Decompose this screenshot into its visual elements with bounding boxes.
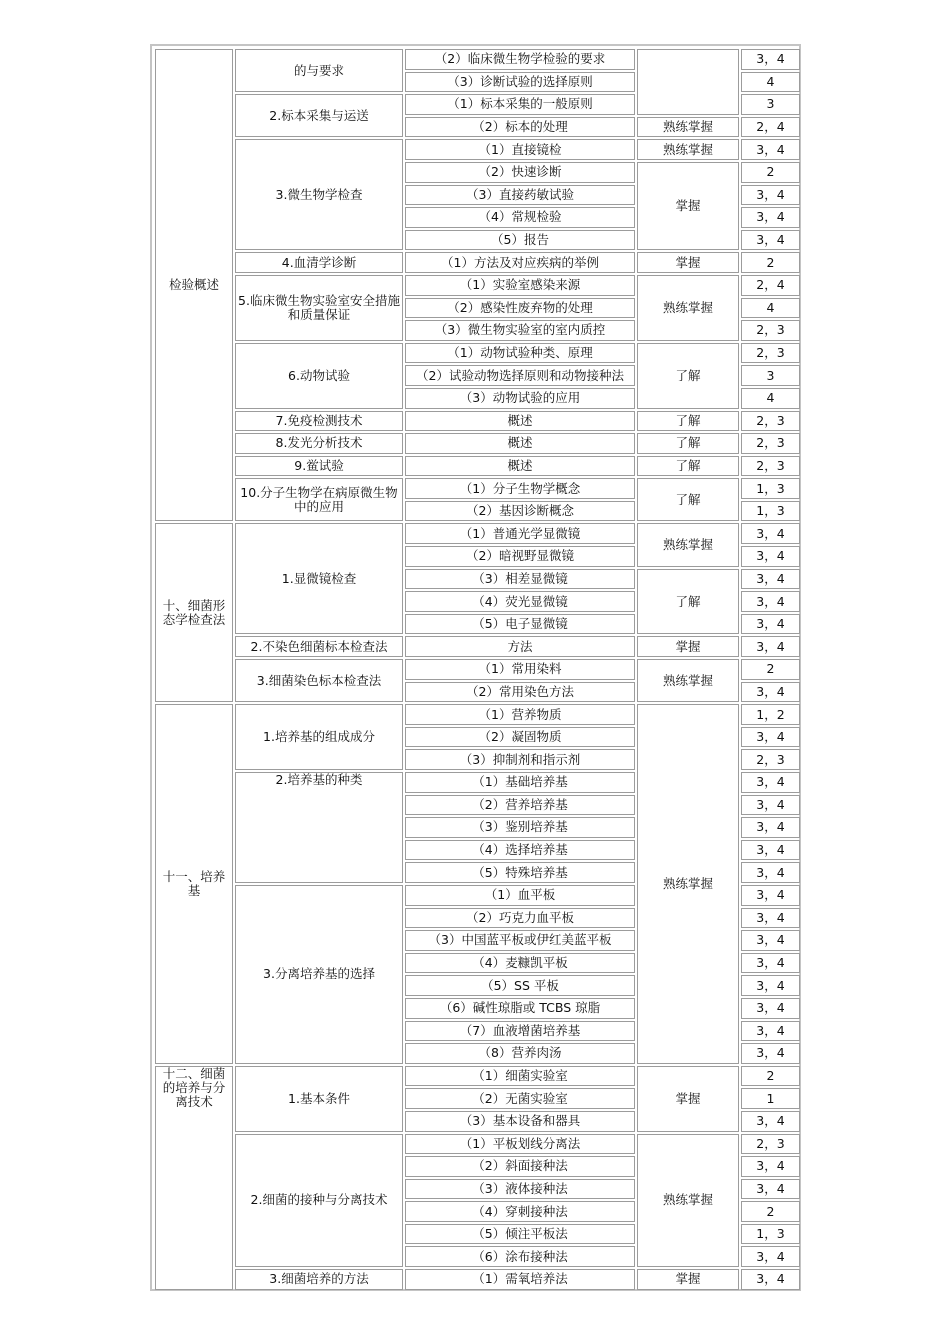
table-cell: 3，4 bbox=[741, 953, 800, 974]
table-cell: 3，4 bbox=[741, 1021, 800, 1042]
table-cell: 熟练掌握 bbox=[637, 1134, 739, 1268]
table-cell: （1）血平板 bbox=[405, 885, 635, 906]
syllabus-table bbox=[153, 47, 802, 1292]
table-cell: （3）诊断试验的选择原则 bbox=[405, 72, 635, 93]
table-cell: 掌握 bbox=[637, 636, 739, 657]
table-row bbox=[155, 478, 800, 499]
table-cell: （4）穿刺接种法 bbox=[405, 1201, 635, 1222]
table-cell: 掌握 bbox=[637, 162, 739, 250]
table-cell: （1）直接镜检 bbox=[405, 139, 635, 160]
table-row bbox=[155, 456, 800, 477]
table-cell: 3，4 bbox=[741, 772, 800, 793]
table-cell: （4）常规检验 bbox=[405, 207, 635, 228]
table-cell: 3，4 bbox=[741, 975, 800, 996]
table-cell: 熟练掌握 bbox=[637, 139, 739, 160]
table-cell: 熟练掌握 bbox=[637, 523, 739, 566]
table-row bbox=[155, 704, 800, 725]
table-cell: 9.鲎试验 bbox=[235, 456, 403, 477]
table-cell: （2）快速诊断 bbox=[405, 162, 635, 183]
table-row bbox=[155, 1134, 800, 1155]
table-cell: 3，4 bbox=[741, 546, 800, 567]
table-cell: 1，3 bbox=[741, 501, 800, 522]
table-cell: 了解 bbox=[637, 569, 739, 635]
table-cell: （2）斜面接种法 bbox=[405, 1156, 635, 1177]
table-cell: 方法 bbox=[405, 636, 635, 657]
table-cell: 4.血清学诊断 bbox=[235, 252, 403, 273]
table-cell: 3，4 bbox=[741, 885, 800, 906]
table-cell: （2）巧克力血平板 bbox=[405, 908, 635, 929]
table-cell: 3，4 bbox=[741, 139, 800, 160]
table-cell: 4 bbox=[741, 72, 800, 93]
table-cell: 3 bbox=[741, 365, 800, 386]
table-row bbox=[155, 1269, 800, 1290]
table-cell: 2.标本采集与运送 bbox=[235, 94, 403, 137]
table-cell: （4）麦糠凯平板 bbox=[405, 953, 635, 974]
table-cell: 2，3 bbox=[741, 433, 800, 454]
table-cell: 3.分离培养基的选择 bbox=[235, 885, 403, 1064]
table-cell: 2，3 bbox=[741, 320, 800, 341]
table-row bbox=[155, 636, 800, 657]
table-cell: 3，4 bbox=[741, 682, 800, 703]
table-cell: 概述 bbox=[405, 411, 635, 432]
table-cell: 2，3 bbox=[741, 456, 800, 477]
table-cell: 3，4 bbox=[741, 207, 800, 228]
table-cell: （3）基本设备和器具 bbox=[405, 1111, 635, 1132]
table-cell: 3，4 bbox=[741, 523, 800, 544]
table-cell: 2 bbox=[741, 252, 800, 273]
table-cell: （5）特殊培养基 bbox=[405, 862, 635, 883]
table-cell: 3 bbox=[741, 94, 800, 115]
table-cell: （2）基因诊断概念 bbox=[405, 501, 635, 522]
table-cell: 1，3 bbox=[741, 478, 800, 499]
table-cell: 3，4 bbox=[741, 636, 800, 657]
table-cell: 概述 bbox=[405, 456, 635, 477]
table-cell: 了解 bbox=[637, 456, 739, 477]
table-cell: 3，4 bbox=[741, 185, 800, 206]
table-cell: 1.培养基的组成成分 bbox=[235, 704, 403, 770]
table-cell: 2.不染色细菌标本检查法 bbox=[235, 636, 403, 657]
table-cell: 7.免疫检测技术 bbox=[235, 411, 403, 432]
table-cell: 8.发光分析技术 bbox=[235, 433, 403, 454]
table-cell: 5.临床微生物实验室安全措施和质量保证 bbox=[235, 275, 403, 341]
table-cell: （2）试验动物选择原则和动物接种法 bbox=[405, 365, 635, 386]
table-cell: （3）直接药敏试验 bbox=[405, 185, 635, 206]
table-cell: 3，4 bbox=[741, 1043, 800, 1064]
table-cell: 掌握 bbox=[637, 1269, 739, 1290]
table-cell: （8）营养肉汤 bbox=[405, 1043, 635, 1064]
table-cell: （1）分子生物学概念 bbox=[405, 478, 635, 499]
table-cell: 2，3 bbox=[741, 749, 800, 770]
table-cell: 3，4 bbox=[741, 1111, 800, 1132]
table-cell: 3，4 bbox=[741, 1246, 800, 1267]
table-cell: 十、细菌形态学检查法 bbox=[155, 523, 233, 702]
table-cell: （3）微生物实验室的室内质控 bbox=[405, 320, 635, 341]
table-cell: 3，4 bbox=[741, 727, 800, 748]
table-cell: （1）营养物质 bbox=[405, 704, 635, 725]
table-cell: （1）实验室感染来源 bbox=[405, 275, 635, 296]
table-cell bbox=[637, 49, 739, 115]
table-row bbox=[155, 343, 800, 364]
table-cell: （1）标本采集的一般原则 bbox=[405, 94, 635, 115]
table-cell: 1 bbox=[741, 1088, 800, 1109]
table-cell: （4）荧光显微镜 bbox=[405, 591, 635, 612]
table-cell: 2，4 bbox=[741, 275, 800, 296]
table-cell: 3，4 bbox=[741, 49, 800, 70]
table-row bbox=[155, 411, 800, 432]
table-cell: （5）SS 平板 bbox=[405, 975, 635, 996]
table-row bbox=[155, 433, 800, 454]
table-cell: 十二、细菌的培养与分离技术 bbox=[155, 1066, 233, 1290]
table-row bbox=[155, 659, 800, 680]
table-cell: 2 bbox=[741, 162, 800, 183]
table-cell: 3，4 bbox=[741, 795, 800, 816]
table-cell: 3，4 bbox=[741, 817, 800, 838]
table-cell: （3）鉴别培养基 bbox=[405, 817, 635, 838]
table-row bbox=[155, 252, 800, 273]
table-cell: （2）凝固物质 bbox=[405, 727, 635, 748]
table-cell: 2 bbox=[741, 1201, 800, 1222]
table-cell: 3，4 bbox=[741, 569, 800, 590]
table-row bbox=[155, 139, 800, 160]
table-cell: （2）营养培养基 bbox=[405, 795, 635, 816]
table-row bbox=[155, 275, 800, 296]
table-cell: 3，4 bbox=[741, 840, 800, 861]
syllabus-table-body bbox=[155, 49, 800, 1290]
table-cell: 了解 bbox=[637, 478, 739, 521]
table-row bbox=[155, 523, 800, 544]
table-cell: （2）常用染色方法 bbox=[405, 682, 635, 703]
table-cell: 了解 bbox=[637, 433, 739, 454]
table-cell: 2，3 bbox=[741, 343, 800, 364]
table-cell: 2.培养基的种类 bbox=[235, 772, 403, 883]
table-cell: 的与要求 bbox=[235, 49, 403, 92]
table-cell: 2 bbox=[741, 1066, 800, 1087]
table-cell: （6）涂布接种法 bbox=[405, 1246, 635, 1267]
table-cell: （3）抑制剂和指示剂 bbox=[405, 749, 635, 770]
table-cell: （2）无菌实验室 bbox=[405, 1088, 635, 1109]
table-cell: 3，4 bbox=[741, 1156, 800, 1177]
table-row bbox=[155, 1066, 800, 1087]
table-cell: 10.分子生物学在病原微生物中的应用 bbox=[235, 478, 403, 521]
table-cell: 熟练掌握 bbox=[637, 117, 739, 138]
table-cell: 1，3 bbox=[741, 1224, 800, 1245]
table-cell: 3，4 bbox=[741, 908, 800, 929]
table-cell: （2）临床微生物学检验的要求 bbox=[405, 49, 635, 70]
table-cell: 了解 bbox=[637, 411, 739, 432]
table-cell: 概述 bbox=[405, 433, 635, 454]
table-cell: （2）感染性废弃物的处理 bbox=[405, 298, 635, 319]
table-cell: 检验概述 bbox=[155, 49, 233, 521]
table-row bbox=[155, 49, 800, 70]
table-cell: 了解 bbox=[637, 343, 739, 409]
table-cell: （3）相差显微镜 bbox=[405, 569, 635, 590]
table-cell: 3，4 bbox=[741, 998, 800, 1019]
table-cell: 3，4 bbox=[741, 862, 800, 883]
table-cell: 4 bbox=[741, 388, 800, 409]
table-cell: 十一、培养基 bbox=[155, 704, 233, 1064]
table-cell: 熟练掌握 bbox=[637, 659, 739, 702]
table-cell: （1）需氧培养法 bbox=[405, 1269, 635, 1290]
table-cell: （1）方法及对应疾病的举例 bbox=[405, 252, 635, 273]
table-cell: （1）动物试验种类、原理 bbox=[405, 343, 635, 364]
table-cell: （5）报告 bbox=[405, 230, 635, 251]
table-cell: 3，4 bbox=[741, 230, 800, 251]
table-cell: 2.细菌的接种与分离技术 bbox=[235, 1134, 403, 1268]
table-cell: 熟练掌握 bbox=[637, 704, 739, 1064]
table-cell: 3.细菌染色标本检查法 bbox=[235, 659, 403, 702]
table-cell: 1，2 bbox=[741, 704, 800, 725]
table-cell: （5）电子显微镜 bbox=[405, 614, 635, 635]
table-cell: 掌握 bbox=[637, 252, 739, 273]
table-cell: （3）动物试验的应用 bbox=[405, 388, 635, 409]
table-cell: （1）平板划线分离法 bbox=[405, 1134, 635, 1155]
table-cell: 2，4 bbox=[741, 117, 800, 138]
table-cell: 3，4 bbox=[741, 591, 800, 612]
table-cell: （2）标本的处理 bbox=[405, 117, 635, 138]
table-cell: 2，3 bbox=[741, 1134, 800, 1155]
table-cell: 6.动物试验 bbox=[235, 343, 403, 409]
table-cell: （3）中国蓝平板或伊红美蓝平板 bbox=[405, 930, 635, 951]
table-cell: （6）碱性琼脂或 TCBS 琼脂 bbox=[405, 998, 635, 1019]
table-cell: （2）暗视野显微镜 bbox=[405, 546, 635, 567]
table-cell: 1.基本条件 bbox=[235, 1066, 403, 1132]
table-cell: （1）基础培养基 bbox=[405, 772, 635, 793]
table-cell: 3.微生物学检查 bbox=[235, 139, 403, 250]
table-cell: 3，4 bbox=[741, 614, 800, 635]
table-cell: 3，4 bbox=[741, 1179, 800, 1200]
table-cell: 掌握 bbox=[637, 1066, 739, 1132]
table-cell: （1）细菌实验室 bbox=[405, 1066, 635, 1087]
table-cell: （3）液体接种法 bbox=[405, 1179, 635, 1200]
table-cell: （1）普通光学显微镜 bbox=[405, 523, 635, 544]
table-cell: 3，4 bbox=[741, 1269, 800, 1290]
table-cell: 3.细菌培养的方法 bbox=[235, 1269, 403, 1290]
table-cell: 3，4 bbox=[741, 930, 800, 951]
table-cell: （4）选择培养基 bbox=[405, 840, 635, 861]
table-cell: （1）常用染料 bbox=[405, 659, 635, 680]
table-cell: （7）血液增菌培养基 bbox=[405, 1021, 635, 1042]
table-cell: 2，3 bbox=[741, 411, 800, 432]
table-cell: 2 bbox=[741, 659, 800, 680]
table-cell: （5）倾注平板法 bbox=[405, 1224, 635, 1245]
table-cell: 1.显微镜检查 bbox=[235, 523, 403, 634]
table-cell: 熟练掌握 bbox=[637, 275, 739, 341]
table-cell: 4 bbox=[741, 298, 800, 319]
